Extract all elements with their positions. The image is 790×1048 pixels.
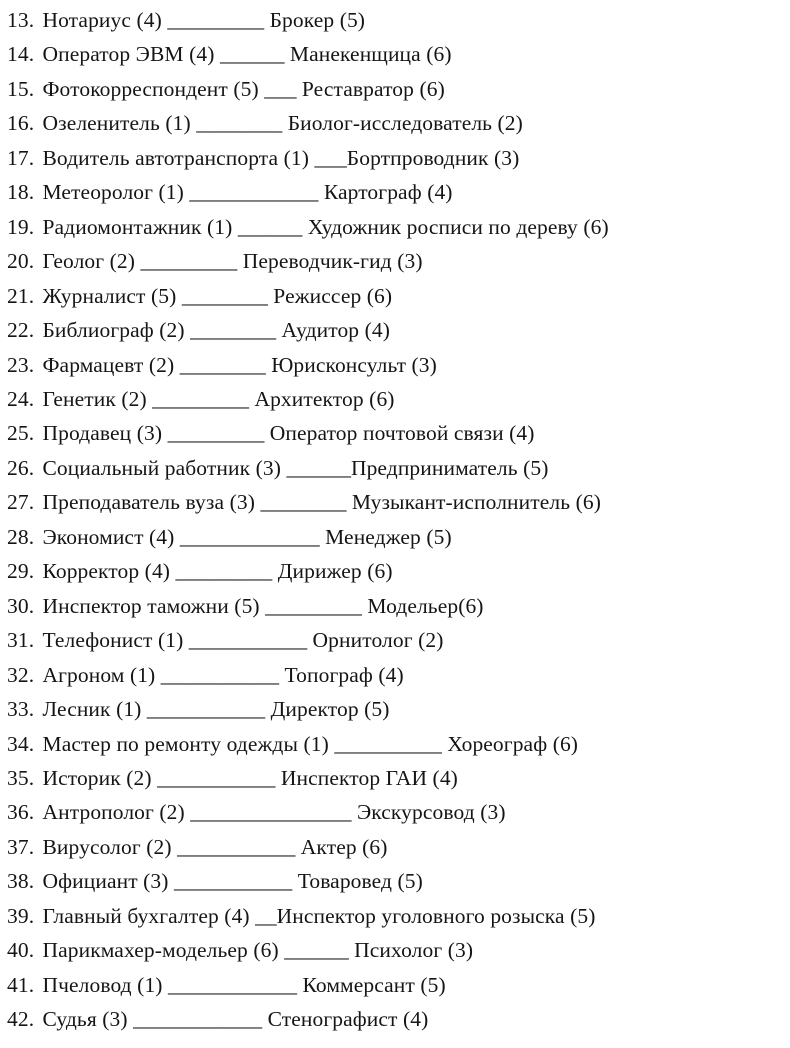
answer-blank: _______________	[190, 800, 352, 825]
item-number: 37.	[7, 834, 35, 859]
answer-blank: _________	[152, 386, 249, 411]
left-profession: Инспектор таможни (5)	[37, 593, 266, 618]
left-profession: Антрополог (2)	[37, 800, 191, 825]
right-profession: Юрисконсульт (3)	[265, 352, 437, 377]
right-profession: Экскурсовод (3)	[351, 800, 506, 825]
list-item	[7, 623, 784, 657]
answer-blank: _________	[167, 8, 265, 32]
left-profession: Парикмахер-модельер (6)	[37, 938, 285, 963]
answer-blank: ________	[260, 490, 347, 515]
right-profession: Предприниматель (5)	[350, 455, 549, 480]
left-profession: Историк (2)	[37, 765, 158, 790]
item-number: 25.	[7, 421, 35, 446]
list-item	[7, 382, 784, 416]
answer-blank: ____________	[133, 1007, 263, 1032]
answer-blank: _________	[175, 559, 273, 584]
left-profession: Оператор ЭВМ (4)	[37, 42, 220, 67]
list-item	[7, 348, 784, 382]
right-profession: Брокер (5)	[264, 8, 366, 32]
list-item	[7, 279, 784, 313]
right-profession: Художник росписи по дереву (6)	[302, 214, 609, 239]
answer-blank: ________	[196, 111, 283, 136]
list-item	[7, 416, 784, 450]
answer-blank: ______	[286, 455, 351, 480]
list-item	[7, 1002, 784, 1036]
item-number: 18.	[7, 180, 35, 205]
item-number: 40.	[7, 938, 35, 963]
item-number: 39.	[7, 903, 35, 928]
item-number: 34.	[7, 731, 35, 756]
item-number: 26.	[7, 455, 35, 480]
answer-blank: ___________	[157, 765, 276, 790]
list-item	[7, 933, 784, 967]
list-item	[7, 72, 784, 106]
answer-blank: ____________	[168, 972, 298, 997]
right-profession: Инспектор уголовного розыска (5)	[276, 903, 596, 928]
left-profession: Продавец (3)	[37, 421, 168, 446]
item-number: 38.	[7, 869, 35, 894]
answer-blank: __________	[334, 731, 442, 756]
right-profession: Режиссер (6)	[267, 283, 393, 308]
list-item	[7, 864, 784, 898]
right-profession: Аудитор (4)	[276, 318, 391, 343]
list-item	[7, 210, 784, 244]
list-item	[7, 795, 784, 829]
right-profession: Стенографист (4)	[262, 1007, 429, 1032]
answer-blank: ____________	[189, 180, 319, 205]
left-profession: Водитель автотранспорта (1)	[37, 145, 315, 170]
answer-blank: ______	[219, 42, 285, 67]
right-profession: Дирижер (6)	[272, 559, 393, 584]
answer-blank: ________	[181, 283, 268, 308]
right-profession: Архитектор (6)	[248, 386, 395, 411]
left-profession: Официант (3)	[37, 869, 175, 894]
item-number: 22.	[7, 318, 35, 343]
right-profession: Бортпроводник (3)	[346, 145, 520, 170]
left-profession: Вирусолог (2)	[37, 834, 178, 859]
answer-blank: ___________	[174, 869, 293, 894]
answer-blank: _____________	[179, 524, 320, 549]
answer-blank: _________	[265, 593, 362, 618]
left-profession: Судья (3)	[37, 1007, 134, 1032]
item-number: 33.	[7, 697, 35, 722]
item-number: 27.	[7, 490, 35, 515]
item-number: 36.	[7, 800, 35, 825]
item-number: 35.	[7, 765, 35, 790]
left-profession: Агроном (1)	[37, 662, 161, 687]
left-profession: Нотариус (4)	[37, 8, 168, 32]
profession-pairs-list	[7, 3, 784, 1037]
answer-blank: _________	[140, 249, 238, 274]
item-number: 29.	[7, 559, 35, 584]
answer-blank: _________	[167, 421, 265, 446]
answer-blank: ___________	[177, 834, 296, 859]
list-item	[7, 3, 784, 37]
answer-blank: ___________	[188, 628, 308, 653]
item-number: 13.	[7, 8, 35, 32]
right-profession: Менеджер (5)	[319, 524, 452, 549]
item-number: 19.	[7, 214, 35, 239]
item-number: 23.	[7, 352, 35, 377]
right-profession: Хореограф (6)	[441, 731, 579, 756]
left-profession: Лесник (1)	[37, 697, 147, 722]
answer-blank: ________	[190, 318, 277, 343]
item-number: 14.	[7, 42, 35, 67]
item-number: 20.	[7, 249, 35, 274]
item-number: 31.	[7, 628, 35, 653]
answer-blank: ___________	[146, 697, 266, 722]
left-profession: Телефонист (1)	[37, 628, 189, 653]
right-profession: Манекенщица (6)	[284, 42, 452, 67]
left-profession: Радиомонтажник (1)	[37, 214, 238, 239]
answer-blank: ______	[284, 938, 349, 963]
right-profession: Товаровед (5)	[292, 869, 423, 894]
list-item	[7, 175, 784, 209]
list-item	[7, 692, 784, 726]
left-profession: Экономист (4)	[37, 524, 180, 549]
left-profession: Социальный работник (3)	[37, 455, 287, 480]
right-profession: Коммерсант (5)	[297, 972, 446, 997]
answer-blank: ______	[237, 214, 303, 239]
answer-blank: ___	[314, 145, 347, 170]
item-number: 21.	[7, 283, 35, 308]
right-profession: Инспектор ГАИ (4)	[275, 765, 458, 790]
left-profession: Метеоролог (1)	[37, 180, 190, 205]
list-item	[7, 106, 784, 140]
item-number: 16.	[7, 111, 35, 136]
right-profession: Топограф (4)	[279, 662, 404, 687]
right-profession: Музыкант-исполнитель (6)	[346, 490, 601, 515]
left-profession: Озеленитель (1)	[37, 111, 197, 136]
left-profession: Фармацевт (2)	[37, 352, 180, 377]
item-number: 15.	[7, 76, 35, 101]
left-profession: Фотокорреспондент (5)	[37, 76, 265, 101]
item-number: 32.	[7, 662, 35, 687]
left-profession: Преподаватель вуза (3)	[37, 490, 261, 515]
right-profession: Картограф (4)	[318, 180, 453, 205]
item-number: 30.	[7, 593, 35, 618]
left-profession: Главный бухгалтер (4)	[37, 903, 256, 928]
right-profession: Директор (5)	[265, 697, 390, 722]
right-profession: Психолог (3)	[348, 938, 474, 963]
list-item	[7, 899, 784, 933]
list-item	[7, 37, 784, 71]
left-profession: Журналист (5)	[37, 283, 182, 308]
left-profession: Геолог (2)	[37, 249, 141, 274]
left-profession: Пчеловод (1)	[37, 972, 169, 997]
list-item	[7, 244, 784, 278]
left-profession: Генетик (2)	[37, 386, 153, 411]
answer-blank: ___________	[160, 662, 280, 687]
list-item	[7, 658, 784, 692]
right-profession: Модельер(6)	[361, 593, 484, 618]
list-item	[7, 485, 784, 519]
right-profession: Переводчик-гид (3)	[237, 249, 423, 274]
list-item	[7, 968, 784, 1002]
left-profession: Мастер по ремонту одежды (1)	[37, 731, 335, 756]
answer-blank: ___	[264, 76, 297, 101]
list-item	[7, 589, 784, 623]
list-item	[7, 761, 784, 795]
left-profession: Корректор (4)	[37, 559, 176, 584]
right-profession: Реставратор (6)	[296, 76, 445, 101]
right-profession: Актер (6)	[295, 834, 388, 859]
right-profession: Оператор почтовой связи (4)	[264, 421, 535, 446]
item-number: 41.	[7, 972, 35, 997]
answer-blank: ________	[179, 352, 266, 377]
list-item	[7, 520, 784, 554]
list-item	[7, 727, 784, 761]
right-profession: Биолог-исследователь (2)	[282, 111, 523, 136]
list-item	[7, 554, 784, 588]
item-number: 28.	[7, 524, 35, 549]
answer-blank: __	[255, 903, 277, 928]
item-number: 24.	[7, 386, 35, 411]
list-item	[7, 451, 784, 485]
list-item	[7, 141, 784, 175]
list-item	[7, 830, 784, 864]
right-profession: Орнитолог (2)	[307, 628, 444, 653]
item-number: 17.	[7, 145, 35, 170]
item-number: 42.	[7, 1007, 35, 1032]
left-profession: Библиограф (2)	[37, 318, 191, 343]
list-item	[7, 313, 784, 347]
